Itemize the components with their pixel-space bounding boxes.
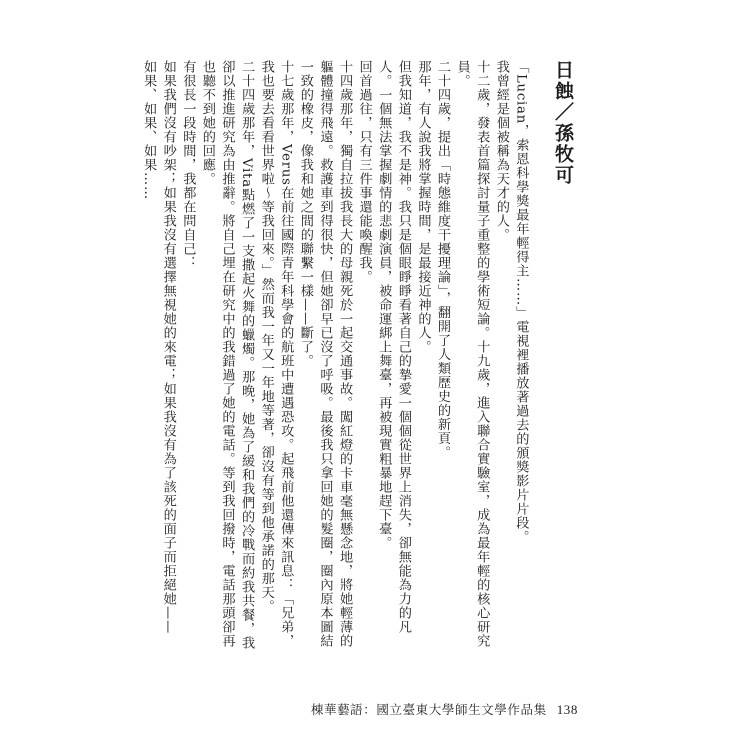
paragraph: 但我知道，我不是神。我只是個眼睜睜看著自己的摯愛一個個從世界上消失，卻無能為力的凡人。一個無法掌握劇情的悲劇演員，被命運綁上舞臺，再被現實粗暴地趕下臺。: [376, 60, 411, 634]
paragraph: 如果我們沒有吵架；如果我沒有選擇無視她的來電；如果我沒有為了該死的面子而拒絕她——: [160, 60, 176, 634]
paragraph: 有很長一段時間，我都在問自己：: [180, 60, 196, 270]
paragraph: 十四歲那年，獨自拉拔我長大的母親死於一起交通事故。闖紅燈的卡車毫無懸念地，將她輕薄的軀體撞得飛遠。救護車到得很快，但她卻早已沒了呼吸。最後我只拿回她的髮圈，圈內原本圖結一致的橡皮，像我和她之間的聯繫一樣——斷了。: [297, 60, 353, 648]
paragraph: 二十四歲，提出「時態維度干擾理論」，翻開了人類歷史的新頁。: [435, 60, 451, 460]
vertical-text-body: [139, 60, 572, 660]
paragraph: 十二歲，發表首篇探討量子重整的學術短論。十九歲，進入聯合實驗室，成為最年輕的核心研究員。: [454, 60, 490, 648]
paragraph: 十七歲那年，Verus在前往國際青年科學會的航班中遭遇恐攻。起飛前他還傳來訊息：「兄弟，我也要去看看世界啦～等我回來。」然而我一年又一年地等著，卻沒有等到他承諾的那天。: [258, 60, 294, 648]
page-number: 138: [556, 702, 578, 717]
page-footer: [311, 700, 578, 718]
essay-title: 日蝕／孫牧可: [552, 60, 574, 186]
paragraph: 我曾經是個被稱為天才的人。: [493, 60, 509, 242]
paragraph: 二十四歲那年，Vita點燃了一支撒起火舞的蠟燭。那晚，她為了緩和我們的冷戰而約我共餐，我卻以推進研究為由推辭。將自己埋在研究中的我錯過了她的電話。等到我回撥時，電話那頭卻再也聽不到她的回應。: [199, 60, 255, 650]
paragraph: 回首過往，只有三件事還能喚醒我。: [356, 60, 372, 284]
paragraph: 「Lucian，索恩科學獎最年輕得主……」電視裡播放著過去的頒獎影片片段。: [513, 60, 529, 544]
paragraph: 如果、如果、如果……: [141, 60, 157, 200]
paragraph: 那年，有人說我將掌握時間，是最接近神的人。: [415, 60, 431, 354]
book-title: 棟華藝語：國立臺東大學師生文學作品集: [310, 702, 547, 717]
